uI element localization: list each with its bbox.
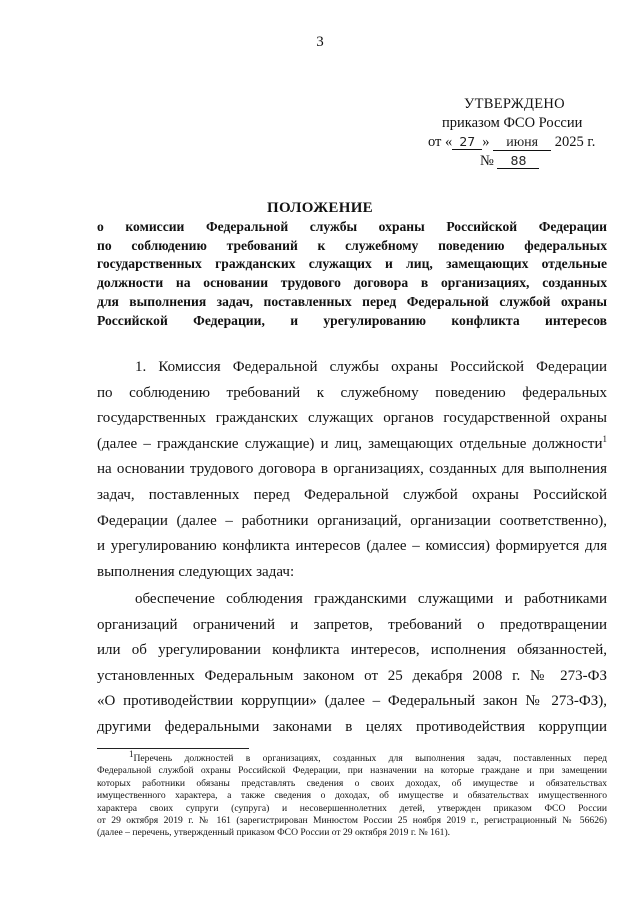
footnote-line: (далее – перечень, утвержденный приказом ФСО России от 29 октября 2019 г. № 161).	[97, 827, 451, 839]
footnote-line: имущественного характера, а также сведения о доходах, об имуществе и обязательствах имущественного	[97, 790, 607, 802]
page-number: 3	[316, 34, 324, 50]
paragraph-line: на основании трудового договора в организациях, созданных для выполнения	[97, 461, 607, 478]
paragraph-line: государственных гражданских служащих органов государственной охраны	[97, 410, 607, 427]
paragraph-line: выполнения следующих задач:	[97, 563, 295, 580]
document-subtitle	[97, 218, 607, 330]
subtitle-line: Российской Федерации, и урегулированию конфликта интересов	[97, 312, 607, 328]
date-year: 2025 г.	[554, 134, 596, 150]
order-number: 88	[497, 153, 539, 169]
paragraph-line: «О противодействии коррупции» (далее – Федеральный закон № 273-ФЗ),	[97, 693, 607, 710]
footnote	[97, 748, 607, 840]
approval-heading: УТВЕРЖДЕНО	[464, 96, 565, 112]
subtitle-line: должности на основании трудового договора в организациях, созданных	[97, 275, 607, 291]
footnote-line: от 29 октября 2019 г. № 161 (зарегистрирован Минюстом России 25 ноября 2019 г., регистрационный № 56626)	[97, 815, 607, 827]
paragraph-line: задач, поставленных перед Федеральной службой охраны Российской	[97, 486, 607, 503]
footnote-line	[97, 748, 607, 765]
approval-order: приказом ФСО России	[442, 115, 583, 131]
paragraph-line: Федерации (далее – работники организаций, организации соответственно),	[97, 512, 607, 529]
paragraph-2	[97, 587, 607, 741]
footnote-divider	[97, 748, 249, 749]
subtitle-line: государственных гражданских служащих и лиц, замещающих отдельные	[97, 256, 607, 272]
approval-stamp	[428, 95, 618, 171]
footnote-ref: 1	[602, 433, 607, 444]
footnote-line: характера своих супруги (супруга) и несовершеннолетних детей, утвержден приказом ФСО России	[97, 802, 607, 814]
subtitle-line: о комиссии Федеральной службы охраны Российской Федерации	[97, 219, 607, 234]
footnote-line: Федеральной службой охраны Российской Федерации, при назначении на которые граждане и при замещении	[97, 765, 607, 777]
paragraph-1	[97, 355, 607, 585]
subtitle-line: по соблюдению требований к служебному поведению федеральных	[97, 237, 607, 253]
date-month: июня	[493, 135, 551, 151]
paragraph-line-text: (далее – гражданские служащие) и лиц, замещающих отдельные должности	[97, 435, 603, 452]
paragraph-line-with-footnote	[97, 432, 607, 458]
paragraph-line: и урегулированию конфликта интересов (далее – комиссия) формируется для	[97, 538, 607, 555]
subtitle-line: для выполнения задач, поставленных перед Федеральной службой охраны	[97, 293, 607, 309]
footnote-marker: 1	[129, 748, 134, 759]
footnote-line: которых работники обязаны представлять сведения о своих доходах, об имуществе и обязательствах	[97, 777, 607, 789]
paragraph-line: установленных Федеральным законом от 25 декабря 2008 г. № 273-ФЗ	[97, 667, 607, 684]
date-prefix: от «	[428, 134, 453, 150]
paragraph-line: другими федеральными законами в целях противодействия коррупции	[97, 718, 607, 735]
paragraph-line: организаций ограничений и запретов, требований о предотвращении	[97, 616, 607, 633]
paragraph-line: по соблюдению требований к служебному поведению федеральных	[97, 384, 607, 401]
number-prefix: №	[480, 153, 494, 169]
date-quote: »	[482, 134, 490, 150]
footnote-text: Перечень должностей в организациях, созданных для выполнения задач, поставленных перед	[133, 753, 607, 764]
date-day: 27	[452, 134, 482, 150]
approval-date	[428, 133, 618, 152]
approval-number	[428, 152, 618, 171]
paragraph-line: или об урегулировании конфликта интересов, исполнения обязанностей,	[97, 642, 607, 659]
paragraph-line: обеспечение соблюдения гражданскими служащими и работниками	[135, 591, 607, 607]
document-title: ПОЛОЖЕНИЕ	[267, 200, 373, 216]
paragraph-line: 1. Комиссия Федеральной службы охраны Российской Федерации	[135, 359, 607, 375]
